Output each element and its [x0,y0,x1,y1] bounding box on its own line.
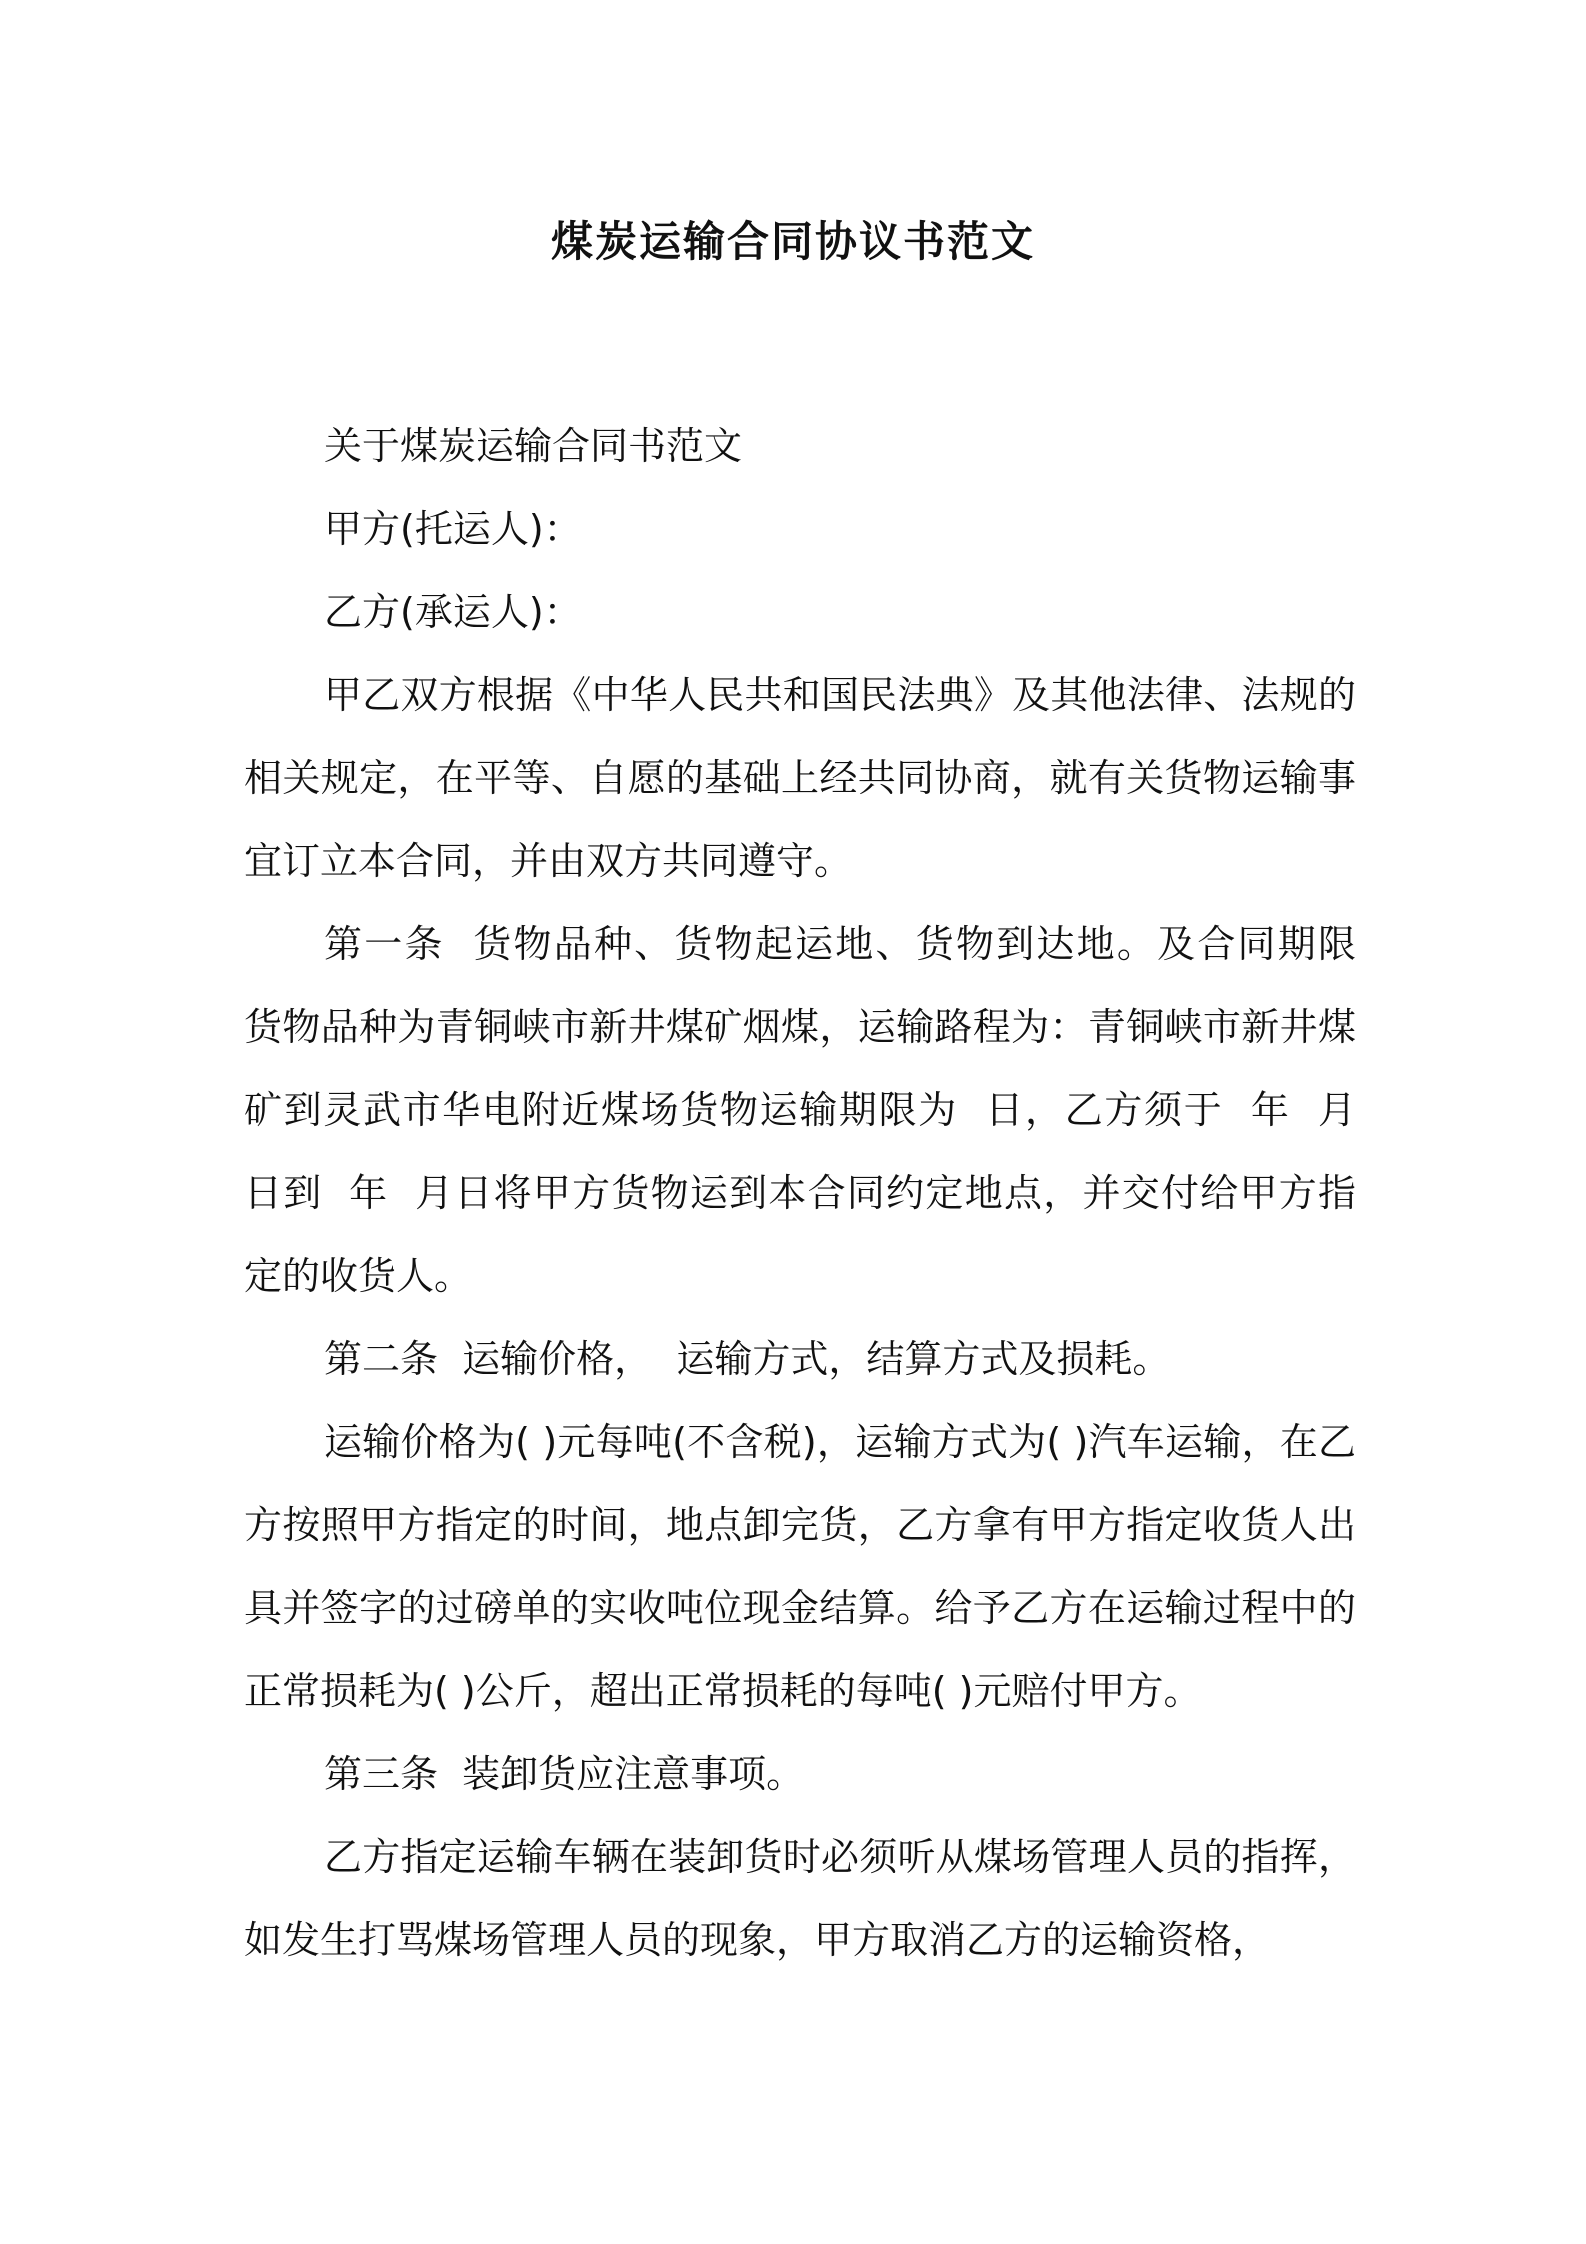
paragraph-article-2-body: 运输价格为( )元每吨(不含税)，运输方式为( )汽车运输，在乙方按照甲方指定的时间，地点卸完货，乙方拿有甲方指定收货人出具并签字的过磅单的实收吨位现金结算。给予乙方在运输过程中的正常损耗为( )公斤，超出正常损耗的每吨( )元赔付甲方。 [244,1420,1356,1713]
paragraph-article-1: 第一条 货物品种、货物起运地、货物到达地。及合同期限 货物品种为青铜峡市新井煤矿烟煤，运输路程为：青铜峡市新井煤矿到灵武市华电附近煤场货物运输期限为 日，乙方须于 年 月 日到 年 月日将甲方货物运到本合同约定地点，并交付给甲方指定的收货人。 [244,922,1381,1298]
paragraph-article-3-heading: 第三条 装卸货应注意事项。 [324,1752,805,1796]
paragraph-article-2-heading: 第二条 运输价格， 运输方式，结算方式及损耗。 [324,1337,1171,1381]
paragraph-preamble: 甲乙双方根据《中华人民共和国民法典》及其他法律、法规的相关规定，在平等、自愿的基础上经共同协商，就有关货物运输事宜订立本合同，并由双方共同遵守。 [244,673,1356,883]
paragraph-article-3-body: 乙方指定运输车辆在装卸货时必须听从煤场管理人员的指挥，如发生打骂煤场管理人员的现象，甲方取消乙方的运输资格， [244,1835,1356,1962]
paragraph-party-a: 甲方(托运人)： [324,507,582,551]
document-title: 煤炭运输合同协议书范文 [550,217,1035,266]
paragraph-party-b: 乙方(承运人)： [324,590,582,634]
document-body [244,405,1381,1982]
paragraph-subtitle: 关于煤炭运输合同书范文 [324,424,743,468]
